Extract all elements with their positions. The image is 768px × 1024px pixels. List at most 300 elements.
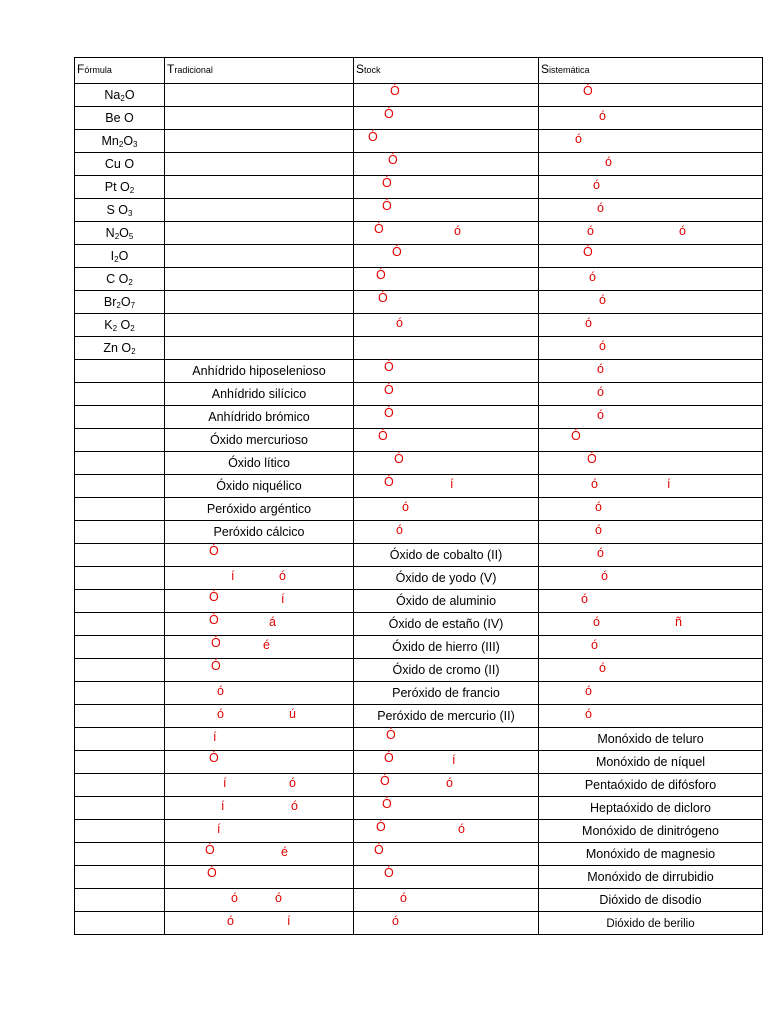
- red-accent-mark: ó: [400, 891, 407, 905]
- cell-tradicional: [165, 153, 354, 176]
- cell-formula: [75, 820, 165, 843]
- cell-tradicional: [165, 199, 354, 222]
- stock-name: Óxido de aluminio: [395, 594, 497, 608]
- cell-tradicional: [165, 429, 354, 452]
- tradicional-name: Óxido mercurioso: [210, 433, 308, 447]
- cell-tradicional: [165, 728, 354, 751]
- table-row: [75, 222, 763, 245]
- red-accent-mark: ó: [231, 891, 238, 905]
- cell-stock: [354, 705, 539, 728]
- table-row: [75, 337, 763, 360]
- cell-formula: [75, 429, 165, 452]
- table-row: [75, 475, 763, 498]
- cell-sistematica: [539, 268, 763, 291]
- red-accent-mark: ó: [605, 155, 612, 169]
- red-accent-mark: ó: [597, 408, 604, 422]
- formula-text: S O: [106, 203, 129, 217]
- table-row: [75, 406, 763, 429]
- cell-tradicional: [165, 291, 354, 314]
- cell-stock: [354, 567, 539, 590]
- cell-sistematica: [539, 498, 763, 521]
- cell-stock: [354, 314, 539, 337]
- cell-formula: [75, 705, 165, 728]
- red-accent-mark: Ó: [583, 84, 593, 98]
- cell-formula: [75, 912, 165, 935]
- stock-name: Óxido de hierro (III): [392, 640, 500, 654]
- red-accent-mark: ó: [585, 707, 592, 721]
- cell-formula: [75, 475, 165, 498]
- red-accent-mark: ó: [599, 339, 606, 353]
- red-accent-mark: Ó: [390, 84, 400, 98]
- red-accent-mark: Ó: [384, 406, 394, 420]
- header-tradicional: Tradicional: [165, 58, 354, 84]
- red-accent-mark: ó: [581, 592, 588, 606]
- tradicional-name: Anhídrido silícico: [211, 387, 307, 401]
- cell-formula: [75, 153, 165, 176]
- cell-sistematica: [539, 176, 763, 199]
- header-formula: Fórmula: [75, 58, 165, 84]
- red-accent-mark: ó: [458, 822, 465, 836]
- cell-formula: [75, 567, 165, 590]
- formula-subscript: 7: [130, 301, 136, 310]
- cell-formula: [75, 590, 165, 613]
- red-accent-mark: Ó: [384, 475, 394, 489]
- cell-formula: [75, 613, 165, 636]
- cell-formula: [75, 337, 165, 360]
- red-accent-mark: í: [281, 592, 285, 606]
- cell-tradicional: [165, 84, 354, 107]
- formula-text: O: [123, 134, 134, 148]
- table-row: [75, 613, 763, 636]
- cell-stock: [354, 429, 539, 452]
- tradicional-name: Óxido lítico: [228, 456, 290, 470]
- cell-stock: [354, 199, 539, 222]
- cell-formula: [75, 222, 165, 245]
- cell-stock: [354, 383, 539, 406]
- cell-stock: [354, 797, 539, 820]
- cell-formula: [75, 498, 165, 521]
- red-accent-mark: ú: [289, 707, 296, 721]
- sistematica-name: Monóxido de dirrubidio: [587, 870, 714, 884]
- cell-tradicional: [165, 866, 354, 889]
- red-accent-mark: Ó: [384, 360, 394, 374]
- formula-subscript: 2: [128, 278, 133, 287]
- red-accent-mark: í: [223, 776, 227, 790]
- cell-tradicional: [165, 544, 354, 567]
- cell-tradicional: [165, 475, 354, 498]
- sistematica-name: Pentaóxido de difósforo: [584, 778, 717, 792]
- red-accent-mark: Ó: [209, 544, 219, 558]
- red-accent-mark: ó: [593, 178, 600, 192]
- stock-name: Peróxido de mercurio (II): [377, 709, 515, 723]
- cell-formula: [75, 314, 165, 337]
- cell-formula: [75, 406, 165, 429]
- cell-stock: [354, 590, 539, 613]
- table-row: [75, 682, 763, 705]
- cell-sistematica: [539, 383, 763, 406]
- cell-formula: [75, 751, 165, 774]
- red-accent-mark: ó: [591, 477, 598, 491]
- table-row: [75, 360, 763, 383]
- red-accent-mark: é: [281, 845, 288, 859]
- cell-stock: [354, 521, 539, 544]
- cell-stock: [354, 866, 539, 889]
- cell-tradicional: [165, 659, 354, 682]
- sistematica-name: Monóxido de níquel: [595, 755, 706, 769]
- red-accent-mark: Ó: [388, 153, 398, 167]
- cell-sistematica: [539, 889, 763, 912]
- red-accent-mark: ó: [454, 224, 461, 238]
- cell-sistematica: [539, 866, 763, 889]
- formula-text: O: [124, 88, 135, 102]
- red-accent-mark: í: [231, 569, 235, 583]
- table-row: [75, 797, 763, 820]
- cell-sistematica: [539, 337, 763, 360]
- cell-sistematica: [539, 590, 763, 613]
- table-row: [75, 659, 763, 682]
- red-accent-mark: Ó: [380, 774, 390, 788]
- header-stock: Stock: [354, 58, 539, 84]
- formula-subscript: 2: [131, 347, 136, 356]
- red-accent-mark: Ó: [209, 613, 219, 627]
- formula-text: C O: [106, 272, 129, 286]
- cell-stock: [354, 728, 539, 751]
- formula-text: N: [105, 226, 115, 240]
- red-accent-mark: Ó: [587, 452, 597, 466]
- red-accent-mark: ó: [595, 523, 602, 537]
- cell-sistematica: [539, 84, 763, 107]
- cell-formula: [75, 728, 165, 751]
- table-row: [75, 843, 763, 866]
- cell-stock: [354, 130, 539, 153]
- header-sistematica: Sistemática: [539, 58, 763, 84]
- red-accent-mark: ó: [587, 224, 594, 238]
- formula-subscript: 2: [130, 324, 135, 333]
- cell-tradicional: [165, 843, 354, 866]
- formula-text: Cu O: [104, 157, 135, 171]
- cell-stock: [354, 659, 539, 682]
- cell-tradicional: [165, 176, 354, 199]
- tradicional-name: Anhídrido hiposelenioso: [192, 364, 326, 378]
- formula-text: I: [110, 249, 115, 263]
- formula-subscript: 2: [116, 301, 121, 310]
- cell-tradicional: [165, 521, 354, 544]
- table-row: [75, 521, 763, 544]
- cell-tradicional: [165, 613, 354, 636]
- table-row: [75, 774, 763, 797]
- cell-sistematica: [539, 797, 763, 820]
- cell-stock: [354, 291, 539, 314]
- red-accent-mark: í: [221, 799, 225, 813]
- cell-stock: [354, 245, 539, 268]
- sistematica-name: Dióxido de disodio: [599, 893, 702, 907]
- red-accent-mark: Ó: [384, 107, 394, 121]
- cell-formula: [75, 659, 165, 682]
- sistematica-name: Heptaóxido de dicloro: [590, 801, 711, 815]
- red-accent-mark: Ó: [374, 843, 384, 857]
- cell-sistematica: [539, 291, 763, 314]
- red-accent-mark: Ó: [382, 797, 392, 811]
- cell-formula: [75, 843, 165, 866]
- red-accent-mark: Ó: [378, 291, 388, 305]
- cell-formula: [75, 774, 165, 797]
- red-accent-mark: ó: [585, 684, 592, 698]
- cell-stock: [354, 475, 539, 498]
- cell-tradicional: [165, 567, 354, 590]
- table-row: [75, 452, 763, 475]
- red-accent-mark: ó: [597, 546, 604, 560]
- cell-tradicional: [165, 383, 354, 406]
- table-row: [75, 314, 763, 337]
- red-accent-mark: ó: [601, 569, 608, 583]
- table-row: [75, 728, 763, 751]
- cell-sistematica: [539, 544, 763, 567]
- formula-subscript: 3: [133, 140, 138, 149]
- cell-formula: [75, 245, 165, 268]
- cell-tradicional: [165, 130, 354, 153]
- cell-tradicional: [165, 751, 354, 774]
- red-accent-mark: ó: [591, 638, 598, 652]
- cell-stock: [354, 889, 539, 912]
- table-row: [75, 567, 763, 590]
- cell-sistematica: [539, 521, 763, 544]
- cell-tradicional: [165, 705, 354, 728]
- stock-name: Óxido de cromo (II): [392, 663, 500, 677]
- red-accent-mark: ó: [402, 500, 409, 514]
- cell-tradicional: [165, 314, 354, 337]
- red-accent-mark: Ó: [384, 751, 394, 765]
- red-accent-mark: ó: [289, 776, 296, 790]
- cell-stock: [354, 774, 539, 797]
- cell-sistematica: [539, 452, 763, 475]
- cell-sistematica: [539, 245, 763, 268]
- cell-formula: [75, 360, 165, 383]
- cell-sistematica: [539, 360, 763, 383]
- cell-sistematica: [539, 774, 763, 797]
- formula-text: K: [104, 318, 113, 332]
- cell-tradicional: [165, 452, 354, 475]
- cell-stock: [354, 843, 539, 866]
- table-row: [75, 268, 763, 291]
- table-row: [75, 498, 763, 521]
- red-accent-mark: Ó: [376, 268, 386, 282]
- red-accent-mark: ó: [599, 293, 606, 307]
- formula-text: Br: [103, 295, 117, 309]
- cell-stock: [354, 176, 539, 199]
- table-row: [75, 889, 763, 912]
- cell-stock: [354, 912, 539, 935]
- red-accent-mark: ó: [275, 891, 282, 905]
- cell-formula: [75, 199, 165, 222]
- cell-formula: [75, 291, 165, 314]
- cell-sistematica: [539, 843, 763, 866]
- cell-formula: [75, 452, 165, 475]
- formula-text: Mn: [101, 134, 119, 148]
- red-accent-mark: ó: [392, 914, 399, 928]
- sistematica-name: Monóxido de magnesio: [585, 847, 716, 861]
- cell-sistematica: [539, 659, 763, 682]
- table-row: [75, 291, 763, 314]
- stock-name: Óxido de cobalto (II): [389, 548, 503, 562]
- cell-tradicional: [165, 360, 354, 383]
- table-row: [75, 820, 763, 843]
- formula-text: O: [118, 249, 129, 263]
- cell-stock: [354, 268, 539, 291]
- red-accent-mark: Ó: [205, 843, 215, 857]
- formula-text: Be O: [105, 111, 134, 125]
- cell-sistematica: [539, 222, 763, 245]
- red-accent-mark: Ó: [394, 452, 404, 466]
- red-accent-mark: ó: [575, 132, 582, 146]
- sistematica-name: Dióxido de berilio: [606, 918, 695, 930]
- table-row: [75, 751, 763, 774]
- cell-sistematica: [539, 406, 763, 429]
- cell-sistematica: [539, 636, 763, 659]
- cell-stock: [354, 153, 539, 176]
- cell-formula: [75, 682, 165, 705]
- formula-subscript: 5: [128, 232, 134, 241]
- formula-text: Zn O: [103, 341, 132, 355]
- cell-formula: [75, 130, 165, 153]
- stock-name: Óxido de yodo (V): [395, 571, 497, 585]
- cell-tradicional: [165, 107, 354, 130]
- table-row: [75, 590, 763, 613]
- red-accent-mark: Ó: [386, 728, 396, 742]
- cell-sistematica: [539, 912, 763, 935]
- sistematica-name: Monóxido de dinitrógeno: [582, 824, 719, 838]
- red-accent-mark: ó: [599, 109, 606, 123]
- tradicional-name: Peróxido argéntico: [206, 502, 312, 516]
- formula-subscript: 2: [129, 186, 135, 195]
- red-accent-mark: ó: [589, 270, 596, 284]
- cell-formula: [75, 176, 165, 199]
- cell-stock: [354, 544, 539, 567]
- table-row: [75, 176, 763, 199]
- red-accent-mark: Ó: [392, 245, 402, 259]
- table-row: [75, 199, 763, 222]
- red-accent-mark: Ó: [382, 199, 392, 213]
- formula-text: Pt O: [104, 180, 130, 194]
- cell-formula: [75, 383, 165, 406]
- red-accent-mark: Ó: [209, 751, 219, 765]
- table-row: [75, 84, 763, 107]
- cell-sistematica: [539, 107, 763, 130]
- cell-stock: [354, 682, 539, 705]
- table-row: [75, 383, 763, 406]
- cell-sistematica: [539, 682, 763, 705]
- cell-stock: [354, 452, 539, 475]
- red-accent-mark: ó: [595, 500, 602, 514]
- red-accent-mark: Ó: [384, 866, 394, 880]
- red-accent-mark: ó: [217, 684, 224, 698]
- red-accent-mark: Ó: [374, 222, 384, 236]
- formula-subscript: 2: [112, 324, 118, 333]
- cell-stock: [354, 820, 539, 843]
- red-accent-mark: ó: [217, 707, 224, 721]
- red-accent-mark: í: [287, 914, 291, 928]
- cell-sistematica: [539, 130, 763, 153]
- red-accent-mark: Ó: [211, 636, 221, 650]
- table-row: [75, 107, 763, 130]
- formula-subscript: 3: [128, 209, 133, 218]
- red-accent-mark: í: [450, 477, 454, 491]
- cell-formula: [75, 797, 165, 820]
- red-accent-mark: ó: [291, 799, 298, 813]
- table-row: [75, 130, 763, 153]
- cell-sistematica: [539, 475, 763, 498]
- cell-tradicional: [165, 820, 354, 843]
- red-accent-mark: ó: [396, 316, 403, 330]
- red-accent-mark: á: [269, 615, 276, 629]
- cell-sistematica: [539, 728, 763, 751]
- cell-tradicional: [165, 222, 354, 245]
- cell-stock: [354, 84, 539, 107]
- cell-formula: [75, 268, 165, 291]
- red-accent-mark: Ó: [382, 176, 392, 190]
- cell-tradicional: [165, 889, 354, 912]
- stock-name: Peróxido de francio: [392, 686, 500, 700]
- formula-subscript: 2: [118, 140, 124, 149]
- formula-text: O: [117, 318, 131, 332]
- cell-stock: [354, 751, 539, 774]
- cell-sistematica: [539, 199, 763, 222]
- table-row: [75, 912, 763, 935]
- table-row: [75, 429, 763, 452]
- header-row: [75, 58, 763, 84]
- red-accent-mark: í: [213, 730, 217, 744]
- cell-tradicional: [165, 774, 354, 797]
- formula-subscript: 2: [120, 94, 125, 103]
- cell-tradicional: [165, 337, 354, 360]
- cell-formula: [75, 84, 165, 107]
- red-accent-mark: Ó: [571, 429, 581, 443]
- table-row: [75, 544, 763, 567]
- cell-tradicional: [165, 268, 354, 291]
- cell-tradicional: [165, 797, 354, 820]
- cell-tradicional: [165, 682, 354, 705]
- cell-formula: [75, 866, 165, 889]
- formula-subscript: 2: [114, 232, 120, 241]
- red-accent-mark: Ó: [211, 659, 221, 673]
- cell-sistematica: [539, 314, 763, 337]
- cell-tradicional: [165, 406, 354, 429]
- formula-text: O: [120, 295, 131, 309]
- cell-stock: [354, 222, 539, 245]
- red-accent-mark: ó: [396, 523, 403, 537]
- cell-stock: [354, 406, 539, 429]
- cell-stock: [354, 337, 539, 360]
- cell-sistematica: [539, 613, 763, 636]
- cell-formula: [75, 107, 165, 130]
- red-accent-mark: ó: [597, 362, 604, 376]
- red-accent-mark: é: [263, 638, 270, 652]
- cell-stock: [354, 498, 539, 521]
- cell-formula: [75, 521, 165, 544]
- red-accent-mark: ó: [279, 569, 286, 583]
- cell-tradicional: [165, 636, 354, 659]
- table-row: [75, 705, 763, 728]
- red-accent-mark: ñ: [675, 615, 682, 629]
- red-accent-mark: Ó: [209, 590, 219, 604]
- cell-formula: [75, 889, 165, 912]
- formula-text: O: [119, 226, 129, 240]
- cell-tradicional: [165, 245, 354, 268]
- red-accent-mark: Ó: [368, 130, 378, 144]
- red-accent-mark: ó: [679, 224, 686, 238]
- red-accent-mark: Ó: [583, 245, 593, 259]
- cell-formula: [75, 544, 165, 567]
- formula-text: Na: [104, 88, 121, 102]
